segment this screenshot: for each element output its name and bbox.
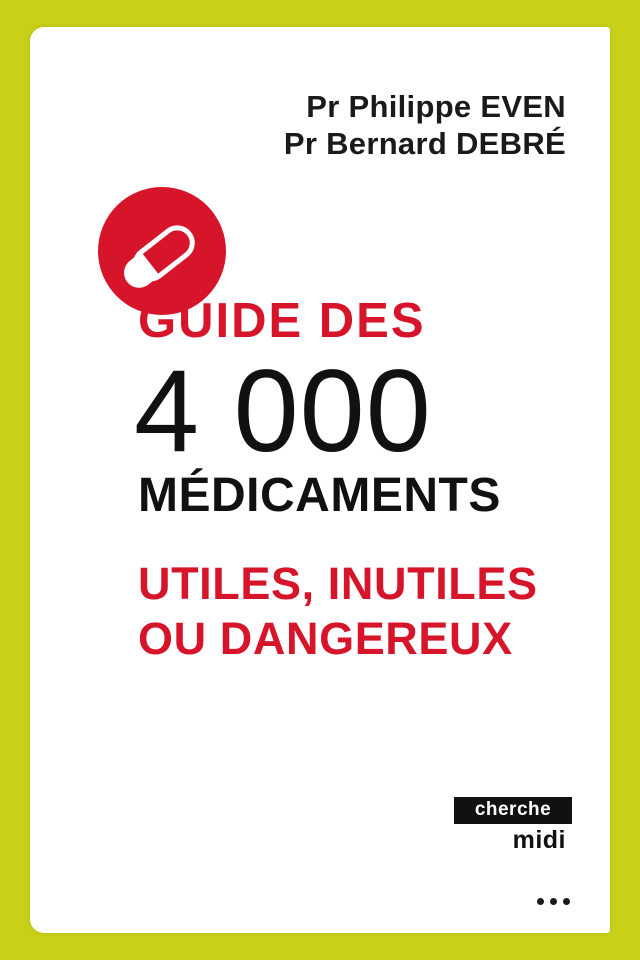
title-line-number: 4 000: [134, 345, 432, 476]
title-line-medicaments: MÉDICAMENTS: [138, 469, 501, 522]
author-name-1: Pr Philippe EVEN: [306, 89, 566, 124]
subtitle-line-2: OU DANGEREUX: [138, 613, 513, 665]
publisher-name-bottom: midi: [512, 826, 566, 854]
publisher-name-top: cherche: [454, 797, 572, 824]
author-name-2: Pr Bernard DEBRÉ: [283, 125, 566, 161]
dot-icon: [537, 898, 544, 905]
subtitle-line-1: UTILES, INUTILES: [138, 558, 538, 610]
publisher-logo: [454, 797, 572, 855]
dot-icon: [563, 898, 570, 905]
authors-block: [284, 89, 566, 162]
cover-page: [30, 27, 610, 933]
dot-icon: [550, 898, 557, 905]
decorative-dots: [537, 898, 570, 905]
title-block: [30, 294, 610, 667]
title-line-guide: GUIDE DES: [138, 294, 426, 348]
